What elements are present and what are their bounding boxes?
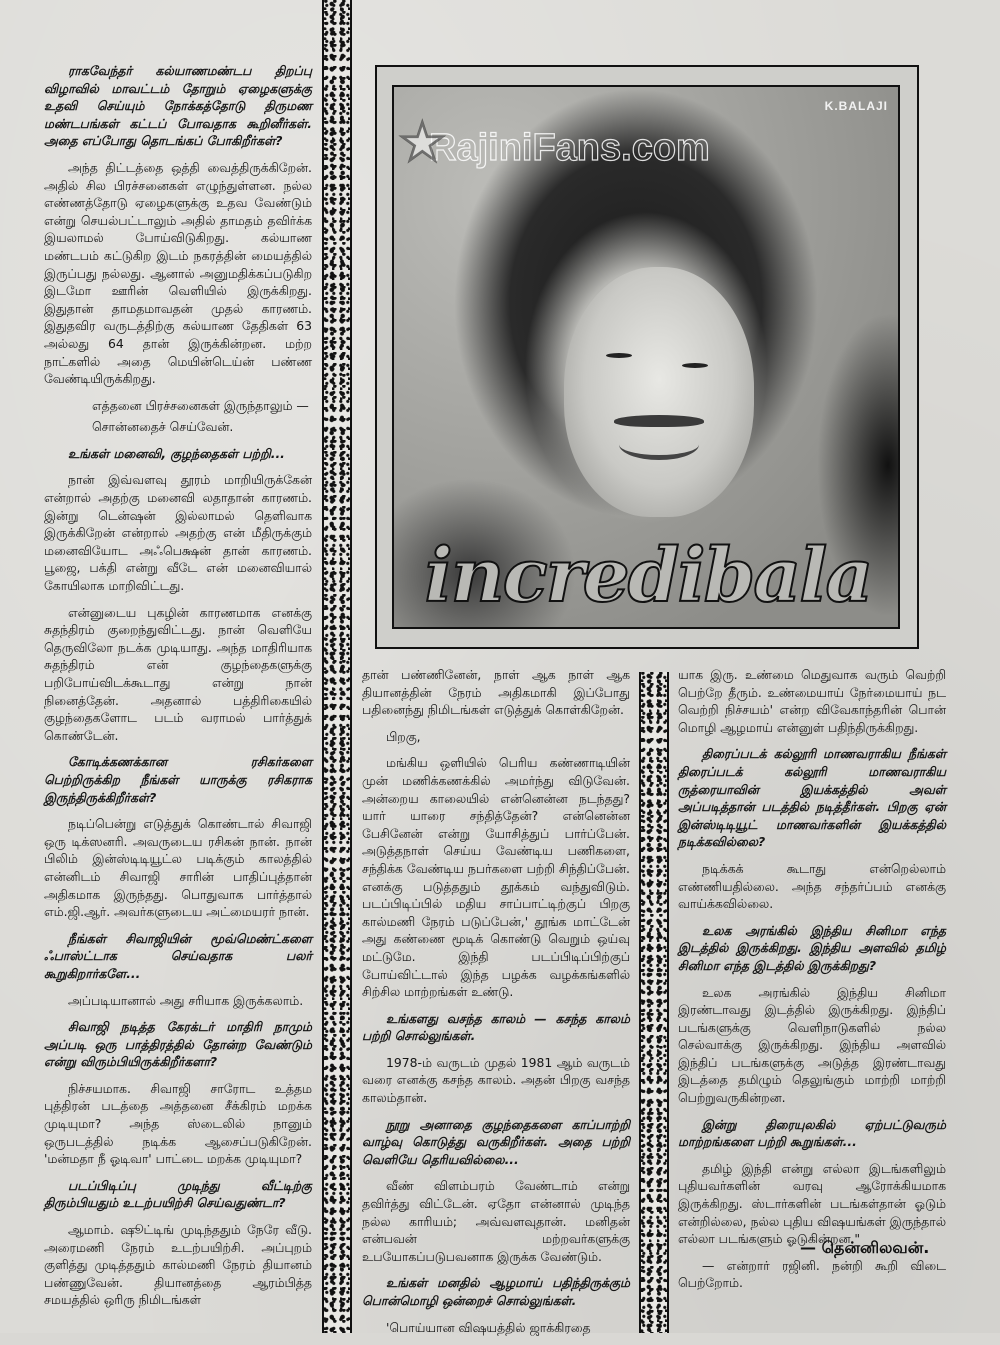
question-paragraph: இன்று திரையுலகில் ஏற்பட்டுவரும் மாற்றங்களை பற்றி கூறுங்கள்... <box>678 1116 946 1150</box>
answer-paragraph: நடிப்பென்று எடுத்துக் கொண்டால் சிவாஜி ஒரு டிக்ஸனரி. அவருடைய ரசிகன் நான். நான் பிலிம் இன்ஸ்டிடியூட்ல படிக்கும் காலத்தில் என்னிடம் சிவாஜி சாரின் பாதிப்புத்தான் அதிகமாக இருந்தது. பொதுவாக பார்த்தால் எம்.ஜி.ஆர். அவர்களுடைய அட்மையரர் நான். <box>44 816 312 920</box>
quote-line: சொன்னதைச் செய்வேன். <box>92 419 234 435</box>
question-paragraph: உங்கள் மனைவி, குழந்தைகள் பற்றி... <box>68 445 285 461</box>
answer-paragraph: பிறகு, <box>386 728 421 744</box>
answer-paragraph: யாக இரு. உண்மை மெதுவாக வரும் வெற்றி பெற்றே தீரும். உண்மையாய் நேர்மையாய் நட வெற்றி நிச்சயம்' என்ற விவேகாந்தரின் பொன் மொழி ஆழமாய் என்னுள் பதிந்திருக்கிறது. <box>678 667 946 735</box>
question-paragraph: சிவாஜி நடித்த கேரக்டர் மாதிரி நாமும் அப்படி ஒரு பாத்திரத்தில் தோன்ற வேண்டும் என்று விரும்பியிருக்கிறீர்களா? <box>44 1019 312 1070</box>
answer-paragraph: நடிக்கக் கூடாது என்றெல்லாம் எண்ணியதில்லை. அந்த சந்தர்ப்பம் எனக்கு வாய்க்கவில்லை. <box>678 860 946 912</box>
smile-shape <box>619 429 699 460</box>
question-paragraph: நூறு அனாதை குழந்தைகளை காப்பாற்றி வாழ்வு கொடுத்து வருகிறீர்கள். அதை பற்றி வெளியே தெரியவில்லை... <box>362 1116 630 1167</box>
question-paragraph: நீங்கள் சிவாஜியின் மூவ்மெண்ட்களை ஃபாஸ்ட்டாக செய்வதாக பலர் கூறுகிறார்களே... <box>44 930 312 981</box>
headline-title: incredibala <box>424 533 872 619</box>
answer-paragraph: 1978-ம் வருடம் முதல் 1981 ஆம் வருடம் வரை எனக்கு கசந்த காலம். அதன் பிறகு வசந்த காலம்தான். <box>362 1054 630 1106</box>
quote-line: எத்தனை பிரச்சனைகள் இருந்தாலும் — <box>92 397 309 413</box>
photo-credit: K.BALAJI <box>824 99 888 113</box>
author-byline: — தென்னிலவன். <box>800 1238 930 1257</box>
answer-paragraph: 'பொய்யான விஷயத்தில் ஜாக்கிரதை <box>386 1319 591 1335</box>
answer-paragraph: அப்படியானால் அது சரியாக இருக்கலாம். <box>68 992 304 1008</box>
question-paragraph: திரைப்படக் கல்லூரி மாணவராகிய நீங்கள் திரைப்படக் கல்லூரி மாணவராகிய ருத்ரையாவின் இயக்கத்தில் அவள் அப்படித்தான் படத்தில் நடித்தீர்கள். பிறகு ஏன் இன்ஸ்டிடியூட் மாணவர்களின் இயக்கத்தில் நடிக்கவில்லை? <box>678 746 946 850</box>
question-paragraph: படப்பிடிப்பு முடிந்து வீட்டிற்கு திரும்பியதும் உடற்பயிற்சி செய்வதுண்டா? <box>44 1177 312 1211</box>
face-illustration <box>564 267 754 517</box>
site-watermark <box>399 114 710 172</box>
answer-paragraph: ஆமாம். ஷூட்டிங் முடிந்ததும் நேரே வீடு. அரைமணி நேரம் உடற்பயிற்சி. அப்புறம் குளித்து முடித்ததும் கால்மணி நேரம் தியானம் பண்ணுவேன். தியானத்தை ஆரம்பித்த சமயத்தில் ஒரிரு நிமிடங்கள் <box>44 1222 312 1308</box>
question-paragraph: கோடிக்கணக்கான ரசிகர்களை பெற்றிருக்கிற நீங்கள் யாருக்கு ரசிகராக இருந்திருக்கிறீர்கள்? <box>44 754 312 805</box>
middle-text-column <box>362 666 630 1345</box>
answer-paragraph: வீண் விளம்பரம் வேண்டாம் என்று தவிர்த்து விட்டேன். ஏதோ என்னால் முடிந்த நல்ல காரியம்; அவ்வளவுதான். மனிதன் என்பவன் மற்றவர்களுக்கு உபயோகப்படுபவனாக இருக்க வேண்டும். <box>362 1178 630 1264</box>
left-text-column <box>44 62 312 1318</box>
answer-paragraph: அந்த திட்டத்தை ஒத்தி வைத்திருக்கிறேன். அதில் சில பிரச்சனைகள் எழுந்துள்ளன. நல்ல எண்ணத்தோடு ஏழைகளுக்கு உதவ வேண்டும் என்று செயல்பட்டாலும் அதில் தாமதம் தவிர்க்க இயலாமல் போய்விடுகிறது. கல்யாண மண்டபம் கட்டுகிற இடம் நகரத்தின் மையத்தில் இருப்பது நல்லது. ஆனால் அனுமதிக்கப்படுகிற இடமோ ஊரின் வெளியில் இருக்கிறது. இதுதான் தாமதமாவதன் முதல் காரணம். இதுதவிர வருடத்திற்கு கல்யாண தேதிகள் 63 அல்லது 64 தான் இருக்கின்றன. மற்ற நாட்களில் அதை மெயின்டெய்ன் பண்ண வேண்டியிருக்கிறது. <box>44 159 312 387</box>
decorative-border-strip <box>322 0 352 1333</box>
question-paragraph: ராகவேந்தர் கல்யாணமண்டப திறப்பு விழாவில் மாவட்டம் தோறும் ஏழைகளுக்கு உதவி செய்யும் நோக்கத்தோடு திருமண மண்டபங்கள் கட்டப் போவதாக கூறினீர்கள். அதை எப்போது தொடங்கப் போகிறீர்கள்? <box>44 63 312 149</box>
right-text-column <box>678 666 946 1301</box>
closing-paragraph: — என்றார் ரஜினி. நன்றி கூறி விடை பெற்றோம். <box>678 1257 946 1291</box>
answer-paragraph: மங்கிய ஒளியில் பெரிய கண்ணாடியின் முன் மணிக்கணக்கில் அமர்ந்து விடுவேன். அன்றைய காலையில் என்னென்ன நடந்தது? யார் யாரை சந்தித்தேன்? என்னென்ன பேசினேன் என்று யோசித்துப் பார்ப்பேன். அடுத்தநாள் செய்ய வேண்டிய பணிகளை, சந்திக்க வேண்டிய நபர்களை பற்றி சிந்திப்பேன். எனக்கு படுத்ததும் தூக்கம் வந்துவிடும். படப்பிடிப்பில் மதிய சாப்பாட்டிற்குப் பிறகு கால்மணி நேரம் படுப்பேன்,' தூங்க மாட்டேன் அது கண்ணை மூடிக் கொண்டு வெறும் ஒய்வு மட்டுமே. இந்தி படப்பிடிப்பிற்குப் போய்விட்டால் இந்த பழக்க வழக்கங்களில் சிற்சில மாற்றங்கள் உண்டு. <box>362 755 630 1000</box>
moustache-shape <box>614 415 704 427</box>
answer-paragraph: என்னுடைய புகழின் காரணமாக எனக்கு சுதந்திரம் குறைந்துவிட்டது. நான் வெளியே தெருவிலோ நடக்க முடியாது. அந்த மாதிரியாக சுதந்திரம் என் குழந்தைகளுக்கு பறிபோய்விடக்கூடாது என்று நான் நினைத்தேன். அதனால் பத்திரிகையில் குழந்தைகளோட படம் வராமல் பார்த்துக் கொண்டேன். <box>44 604 312 743</box>
question-paragraph: உங்கள் மனதில் ஆழமாய் பதிந்திருக்கும் பொன்மொழி ஒன்றைச் சொல்லுங்கள். <box>362 1275 630 1308</box>
star-icon: ★ <box>399 114 446 172</box>
eye-shape <box>682 363 708 368</box>
answer-paragraph: உலக அரங்கில் இந்திய சினிமா இரண்டாவது இடத்தில் இருக்கிறது. இந்திப் படங்களுக்கு வெளிநாடுகளில் நல்ல செல்வாக்கு இருக்கிறது. இந்திய அளவில் இந்திப் படங்களுக்கு அடுத்த இரண்டாவது இடத்தை தமிழும் தெலுங்கும் மாற்றி மாற்றி பெற்றுவருகின்றன. <box>678 984 946 1106</box>
answer-paragraph: நான் இவ்வளவு தூரம் மாறியிருக்கேன் என்றால் அதற்கு மனைவி லதாதான் காரணம். இன்று டென்ஷன் இல்லாமல் தெளிவாக இருக்கிறேன் என்றால் அதற்கு என் மீதிருக்கும் மனைவியோட அஃபெக்ஷன் தான் காரணம். பூஜை, பக்தி என்று வீடே என் மனைவியால் கோயிலாக மாறிவிட்டது. <box>44 472 312 594</box>
eye-shape <box>606 353 632 358</box>
question-paragraph: உலக அரங்கில் இந்திய சினிமா எந்த இடத்தில் இருக்கிறது. இந்திய அளவில் தமிழ் சினிமா எந்த இடத்தில் இருக்கிறது? <box>678 922 946 973</box>
answer-paragraph: நிச்சயமாக. சிவாஜி சாரோட உத்தம புத்திரன் படத்தை அத்தனை சீக்கிரம் மறக்க முடியுமா? அந்த ஸ்டைலில் நானும் ஒருபடத்தில் நடிக்க ஆசைப்படுகிறேன். 'மன்மதா நீ ஓடிவா' பாட்டை மறக்க முடியுமா? <box>44 1080 312 1167</box>
answer-paragraph: தான் பண்ணினேன், நாள் ஆக நாள் ஆக தியானத்தின் நேரம் அதிகமாகி இப்போது பதினைந்து நிமிடங்கள் எடுத்துக் கொள்கிறேன். <box>362 667 630 718</box>
decorative-border-strip <box>639 672 669 1333</box>
watermark-text: RajiniFans.com <box>429 127 710 169</box>
question-paragraph: உங்களது வசந்த காலம் — கசந்த காலம் பற்றி சொல்லுங்கள். <box>362 1010 630 1044</box>
portrait-photo <box>392 85 900 629</box>
answer-paragraph: தமிழ் இந்தி என்று எல்லா இடங்களிலும் புதியவர்களின் வரவு ஆரோக்கியமாக இருக்கிறது. ஸ்டார்களின் படங்கள்தான் ஓடும் என்றில்லை, நல்ல புதிய விஷயங்கள் இருந்தால் எல்லா படங்களும் ஓடுகின்றன." <box>678 1160 946 1247</box>
photo-frame <box>375 65 919 649</box>
